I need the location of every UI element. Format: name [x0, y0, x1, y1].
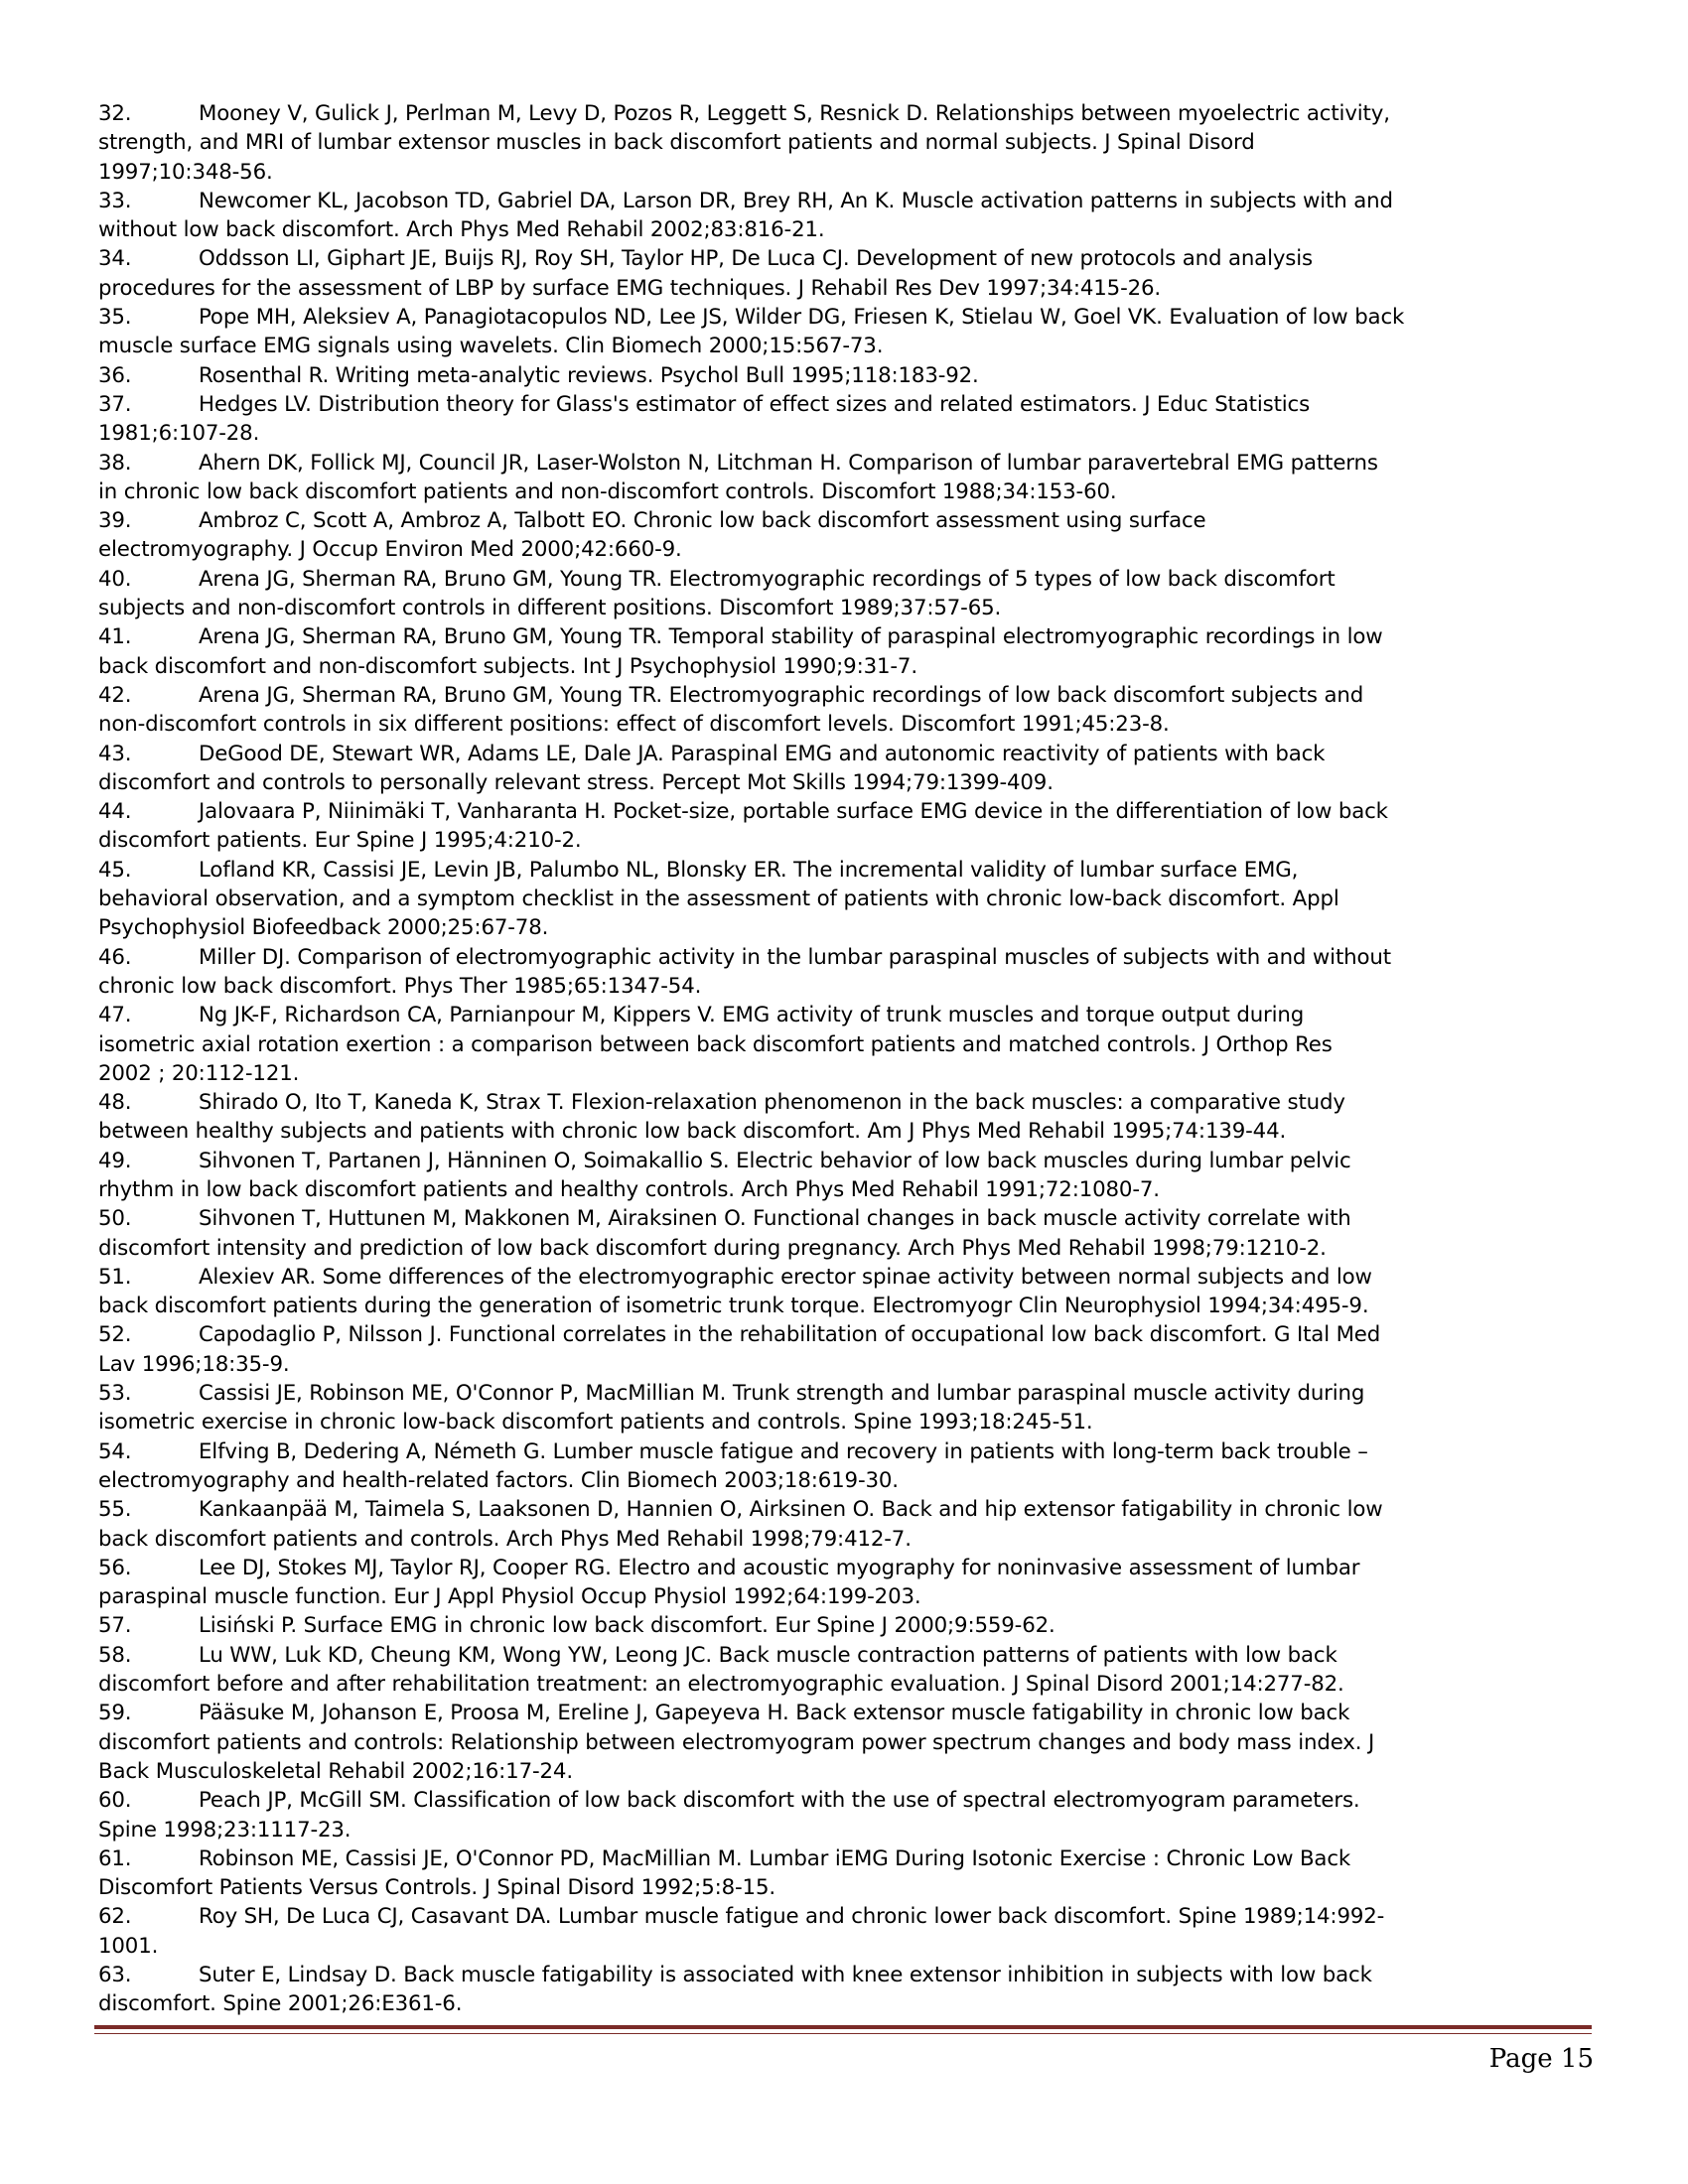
reference-item — [98, 1320, 1598, 1379]
reference-line — [98, 1554, 1598, 1582]
reference-text: Peach JP, McGill SM. Classification of low back discomfort with the use of spectral electromyogram parameters. — [199, 1788, 1360, 1814]
reference-line — [98, 449, 1598, 478]
reference-text: Arena JG, Sherman RA, Bruno GM, Young TR. Electromyographic recordings of low back discomfort subjects and — [199, 682, 1364, 708]
reference-number: 34. — [98, 246, 132, 272]
reference-text: Lofland KR, Cassisi JE, Levin JB, Palumbo NL, Blonsky ER. The incremental validity of lumbar surface EMG, — [199, 857, 1299, 883]
reference-line — [98, 303, 1598, 332]
reference-item — [98, 1844, 1598, 1903]
reference-number: 46. — [98, 944, 132, 970]
reference-text: Discomfort Patients Versus Controls. J Spinal Disord 1992;5:8-15. — [98, 1875, 775, 1901]
reference-text: Lu WW, Luk KD, Cheung KM, Wong YW, Leong JC. Back muscle contraction patterns of patients with low back — [199, 1642, 1337, 1668]
reference-item — [98, 449, 1598, 507]
reference-line — [98, 1641, 1598, 1670]
reference-line — [98, 1961, 1598, 1989]
reference-number: 37. — [98, 391, 132, 417]
reference-text: Arena JG, Sherman RA, Bruno GM, Young TR. Electromyographic recordings of 5 types of low back discomfort — [199, 566, 1336, 592]
reference-line — [98, 1263, 1598, 1292]
reference-item — [98, 1263, 1598, 1321]
reference-line — [98, 856, 1598, 885]
reference-text: 1001. — [98, 1933, 159, 1959]
reference-line — [98, 710, 1598, 739]
reference-item — [98, 303, 1598, 361]
reference-text: rhythm in low back discomfort patients and healthy controls. Arch Phys Med Rehabil 1991;72:1080-7. — [98, 1176, 1160, 1202]
reference-text: procedures for the assessment of LBP by surface EMG techniques. J Rehabil Res Dev 1997;34:415-26. — [98, 275, 1162, 301]
reference-line — [98, 1204, 1598, 1233]
reference-number: 33. — [98, 188, 132, 213]
reference-item — [98, 797, 1598, 856]
reference-item — [98, 1961, 1598, 2019]
reference-number: 51. — [98, 1264, 132, 1290]
reference-line — [98, 1670, 1598, 1699]
reference-line — [98, 1234, 1598, 1263]
reference-line — [98, 244, 1598, 273]
reference-text: Oddsson LI, Giphart JE, Buijs RJ, Roy SH, Taylor HP, De Luca CJ. Development of new protocols and analysis — [199, 246, 1313, 272]
reference-item — [98, 681, 1598, 740]
reference-number: 57. — [98, 1613, 132, 1639]
reference-text: chronic low back discomfort. Phys Ther 1985;65:1347-54. — [98, 973, 702, 999]
reference-text: Robinson ME, Cassisi JE, O'Connor PD, MacMillian M. Lumbar iEMG During Isotonic Exercise : Chronic Low Back — [199, 1845, 1351, 1871]
reference-line — [98, 1728, 1598, 1757]
reference-number: 60. — [98, 1788, 132, 1814]
reference-item — [98, 187, 1598, 245]
reference-text: Shirado O, Ito T, Kaneda K, Strax T. Flexion-relaxation phenomenon in the back muscles: a comparative study — [199, 1090, 1345, 1116]
reference-line — [98, 1786, 1598, 1815]
reference-text: 2002 ; 20:112-121. — [98, 1060, 300, 1086]
reference-text: Cassisi JE, Robinson ME, O'Connor P, MacMillian M. Trunk strength and lumbar paraspinal muscle activity during — [199, 1381, 1365, 1407]
reference-text: Rosenthal R. Writing meta-analytic reviews. Psychol Bull 1995;118:183-92. — [199, 362, 979, 388]
reference-item — [98, 1147, 1598, 1205]
reference-item — [98, 361, 1598, 390]
reference-line — [98, 1320, 1598, 1349]
page-number: Page 15 — [1488, 2044, 1594, 2074]
reference-text: discomfort patients. Eur Spine J 1995;4:210-2. — [98, 828, 582, 854]
reference-item — [98, 1088, 1598, 1147]
reference-text: Sihvonen T, Partanen J, Hänninen O, Soimakallio S. Electric behavior of low back muscles during lumbar pelvic — [199, 1148, 1351, 1173]
reference-line — [98, 332, 1598, 360]
reference-line — [98, 419, 1598, 448]
reference-number: 32. — [98, 101, 132, 126]
reference-number: 40. — [98, 566, 132, 592]
reference-number: 49. — [98, 1148, 132, 1173]
reference-line — [98, 1611, 1598, 1640]
reference-line — [98, 535, 1598, 564]
reference-item — [98, 390, 1598, 449]
reference-line — [98, 506, 1598, 535]
reference-text: Lisiński P. Surface EMG in chronic low back discomfort. Eur Spine J 2000;9:559-62. — [199, 1613, 1055, 1639]
reference-line — [98, 128, 1598, 157]
reference-item — [98, 1611, 1598, 1640]
reference-text: electromyography and health-related factors. Clin Biomech 2003;18:619-30. — [98, 1467, 899, 1493]
reference-number: 56. — [98, 1555, 132, 1580]
reference-text: Capodaglio P, Nilsson J. Functional correlates in the rehabilitation of occupational low back discomfort. G Ital Med — [199, 1322, 1381, 1348]
reference-line — [98, 652, 1598, 681]
reference-line — [98, 187, 1598, 215]
reference-line — [98, 1001, 1598, 1029]
reference-line — [98, 1582, 1598, 1611]
reference-text: Pääsuke M, Johanson E, Proosa M, Ereline J, Gapeyeva H. Back extensor muscle fatigability in chronic low back — [199, 1701, 1350, 1726]
reference-line — [98, 1379, 1598, 1408]
reference-text: Mooney V, Gulick J, Perlman M, Levy D, Pozos R, Leggett S, Resnick D. Relationships between myoelectric activity, — [199, 101, 1390, 126]
reference-text: Pope MH, Aleksiev A, Panagiotacopulos ND, Lee JS, Wilder DG, Friesen K, Stielau W, Goel VK. Evaluation of low back — [199, 305, 1405, 331]
reference-number: 41. — [98, 624, 132, 650]
reference-text: muscle surface EMG signals using wavelets. Clin Biomech 2000;15:567-73. — [98, 334, 884, 359]
reference-line — [98, 1989, 1598, 2018]
reference-text: discomfort before and after rehabilitation treatment: an electromyographic evaluation. J Spinal Disord 2001;14:277-82. — [98, 1672, 1344, 1698]
reference-number: 62. — [98, 1904, 132, 1930]
reference-line — [98, 1292, 1598, 1320]
reference-text: DeGood DE, Stewart WR, Adams LE, Dale JA. Paraspinal EMG and autonomic reactivity of patients with back — [199, 741, 1326, 766]
reference-text: paraspinal muscle function. Eur J Appl Physiol Occup Physiol 1992;64:199-203. — [98, 1584, 921, 1610]
reference-line — [98, 215, 1598, 244]
reference-number: 52. — [98, 1322, 132, 1348]
reference-text: Roy SH, De Luca CJ, Casavant DA. Lumbar muscle fatigue and chronic lower back discomfort. Spine 1989;14:992- — [199, 1904, 1385, 1930]
reference-item — [98, 244, 1598, 303]
reference-number: 54. — [98, 1438, 132, 1464]
reference-item — [98, 1699, 1598, 1786]
reference-line — [98, 1844, 1598, 1873]
reference-item — [98, 1204, 1598, 1263]
reference-number: 63. — [98, 1963, 132, 1987]
reference-line — [98, 361, 1598, 390]
reference-text: Lee DJ, Stokes MJ, Taylor RJ, Cooper RG. Electro and acoustic myography for noninvasive assessment of lumbar — [199, 1555, 1360, 1580]
reference-line — [98, 1408, 1598, 1436]
reference-item — [98, 99, 1598, 187]
reference-line — [98, 1088, 1598, 1117]
reference-text: Kankaanpää M, Taimela S, Laaksonen D, Hannien O, Airksinen O. Back and hip extensor fatigability in chronic low — [199, 1497, 1383, 1523]
reference-item — [98, 740, 1598, 798]
reference-line — [98, 826, 1598, 855]
reference-number: 38. — [98, 450, 132, 476]
reference-text: non-discomfort controls in six different positions: effect of discomfort levels. Discomfort 1991;45:23-8. — [98, 712, 1170, 738]
reference-text: strength, and MRI of lumbar extensor muscles in back discomfort patients and normal subjects. J Spinal Disord — [98, 130, 1255, 156]
reference-item — [98, 622, 1598, 681]
reference-text: back discomfort patients and controls. Arch Phys Med Rehabil 1998;79:412-7. — [98, 1526, 912, 1552]
reference-text: Miller DJ. Comparison of electromyographic activity in the lumbar paraspinal muscles of subjects with and without — [199, 944, 1391, 970]
reference-line — [98, 885, 1598, 913]
reference-text: Lav 1996;18:35-9. — [98, 1351, 290, 1377]
reference-line — [98, 158, 1598, 187]
reference-text: discomfort patients and controls: Relationship between electromyogram power spectrum changes and body mass index. J — [98, 1729, 1375, 1755]
reference-text: in chronic low back discomfort patients and non-discomfort controls. Discomfort 1988;34:153-60. — [98, 478, 1117, 504]
reference-number: 59. — [98, 1701, 132, 1726]
reference-list — [98, 99, 1598, 2019]
reference-text: Jalovaara P, Niinimäki T, Vanharanta H. Pocket-size, portable surface EMG device in the differentiation of low back — [199, 799, 1388, 825]
reference-line — [98, 1902, 1598, 1931]
footer-rule-thin — [94, 2033, 1592, 2034]
reference-number: 55. — [98, 1497, 132, 1523]
reference-line — [98, 913, 1598, 942]
reference-item — [98, 1379, 1598, 1437]
reference-text: Newcomer KL, Jacobson TD, Gabriel DA, Larson DR, Brey RH, An K. Muscle activation patterns in subjects with and — [199, 188, 1393, 213]
reference-line — [98, 1932, 1598, 1961]
reference-number: 61. — [98, 1845, 132, 1871]
reference-text: electromyography. J Occup Environ Med 2000;42:660-9. — [98, 537, 682, 563]
footer-rule — [94, 2025, 1592, 2029]
reference-line — [98, 1525, 1598, 1554]
reference-item — [98, 943, 1598, 1002]
reference-line — [98, 1147, 1598, 1175]
reference-item — [98, 856, 1598, 943]
reference-text: Back Musculoskeletal Rehabil 2002;16:17-24. — [98, 1758, 573, 1784]
reference-item — [98, 1437, 1598, 1496]
reference-line — [98, 1757, 1598, 1786]
reference-number: 43. — [98, 741, 132, 766]
reference-item — [98, 506, 1598, 565]
reference-line — [98, 797, 1598, 826]
reference-text: Elfving B, Dedering A, Németh G. Lumber muscle fatigue and recovery in patients with long-term back trouble – — [199, 1438, 1368, 1464]
reference-line — [98, 740, 1598, 768]
reference-line — [98, 274, 1598, 303]
reference-line — [98, 1816, 1598, 1844]
reference-text: discomfort intensity and prediction of low back discomfort during pregnancy. Arch Phys Med Rehabil 1998;79:1210-2. — [98, 1235, 1327, 1261]
reference-text: Spine 1998;23:1117-23. — [98, 1817, 352, 1843]
reference-text: Alexiev AR. Some differences of the electromyographic erector spinae activity between normal subjects and low — [199, 1264, 1372, 1290]
reference-line — [98, 390, 1598, 419]
reference-text: 1997;10:348-56. — [98, 159, 273, 185]
reference-line — [98, 565, 1598, 594]
reference-text: discomfort. Spine 2001;26:E361-6. — [98, 1991, 463, 2017]
reference-line — [98, 1495, 1598, 1524]
reference-line — [98, 943, 1598, 972]
reference-line — [98, 478, 1598, 506]
reference-number: 47. — [98, 1003, 132, 1028]
reference-text: Arena JG, Sherman RA, Bruno GM, Young TR. Temporal stability of paraspinal electromyographic recordings in low — [199, 624, 1383, 650]
reference-number: 58. — [98, 1642, 132, 1668]
reference-line — [98, 1117, 1598, 1146]
reference-number: 53. — [98, 1381, 132, 1407]
reference-item — [98, 1786, 1598, 1844]
reference-number: 39. — [98, 508, 132, 534]
reference-number: 36. — [98, 362, 132, 388]
reference-text: Ahern DK, Follick MJ, Council JR, Laser-Wolston N, Litchman H. Comparison of lumbar paravertebral EMG patterns — [199, 450, 1378, 476]
reference-number: 50. — [98, 1206, 132, 1232]
reference-line — [98, 1059, 1598, 1088]
reference-line — [98, 1030, 1598, 1059]
reference-text: behavioral observation, and a symptom checklist in the assessment of patients with chronic low-back discomfort. Appl — [98, 887, 1339, 912]
reference-line — [98, 1699, 1598, 1727]
reference-item — [98, 565, 1598, 623]
reference-item — [98, 1554, 1598, 1612]
reference-number: 42. — [98, 682, 132, 708]
reference-number: 48. — [98, 1090, 132, 1116]
reference-text: Ambroz C, Scott A, Ambroz A, Talbott EO. Chronic low back discomfort assessment using surface — [199, 508, 1206, 534]
reference-line — [98, 1437, 1598, 1466]
reference-text: between healthy subjects and patients with chronic low back discomfort. Am J Phys Med Rehabil 1995;74:139-44. — [98, 1119, 1287, 1145]
reference-text: back discomfort and non-discomfort subjects. Int J Psychophysiol 1990;9:31-7. — [98, 653, 917, 679]
reference-item — [98, 1902, 1598, 1961]
reference-line — [98, 594, 1598, 622]
reference-line — [98, 768, 1598, 797]
reference-text: 1981;6:107-28. — [98, 421, 260, 447]
reference-text: without low back discomfort. Arch Phys Med Rehabil 2002;83:816-21. — [98, 217, 825, 243]
reference-number: 44. — [98, 799, 132, 825]
reference-line — [98, 1873, 1598, 1902]
reference-text: Psychophysiol Biofeedback 2000;25:67-78. — [98, 915, 549, 941]
reference-line — [98, 972, 1598, 1001]
reference-text: Hedges LV. Distribution theory for Glass's estimator of effect sizes and related estimators. J Educ Statistics — [199, 391, 1311, 417]
reference-text: Sihvonen T, Huttunen M, Makkonen M, Airaksinen O. Functional changes in back muscle activity correlate with — [199, 1206, 1351, 1232]
reference-line — [98, 681, 1598, 710]
reference-line — [98, 1350, 1598, 1379]
reference-text: subjects and non-discomfort controls in different positions. Discomfort 1989;37:57-65. — [98, 596, 1002, 621]
reference-text: back discomfort patients during the generation of isometric trunk torque. Electromyogr Clin Neurophysiol 1994;34:495-9. — [98, 1294, 1369, 1319]
reference-item — [98, 1495, 1598, 1554]
reference-text: discomfort and controls to personally relevant stress. Percept Mot Skills 1994;79:1399-409. — [98, 769, 1054, 795]
reference-number: 35. — [98, 305, 132, 331]
reference-line — [98, 1466, 1598, 1495]
reference-line — [98, 622, 1598, 651]
reference-item — [98, 1641, 1598, 1700]
reference-item — [98, 1001, 1598, 1088]
reference-number: 45. — [98, 857, 132, 883]
reference-line — [98, 1175, 1598, 1204]
reference-text: Ng JK-F, Richardson CA, Parnianpour M, Kippers V. EMG activity of trunk muscles and torque output during — [199, 1003, 1305, 1028]
reference-text: isometric axial rotation exertion : a comparison between back discomfort patients and matched controls. J Orthop Res — [98, 1031, 1333, 1057]
reference-text: isometric exercise in chronic low-back discomfort patients and controls. Spine 1993;18:245-51. — [98, 1410, 1093, 1435]
reference-text: Suter E, Lindsay D. Back muscle fatigability is associated with knee extensor inhibition in subjects with low back — [199, 1963, 1372, 1987]
reference-line — [98, 99, 1598, 128]
